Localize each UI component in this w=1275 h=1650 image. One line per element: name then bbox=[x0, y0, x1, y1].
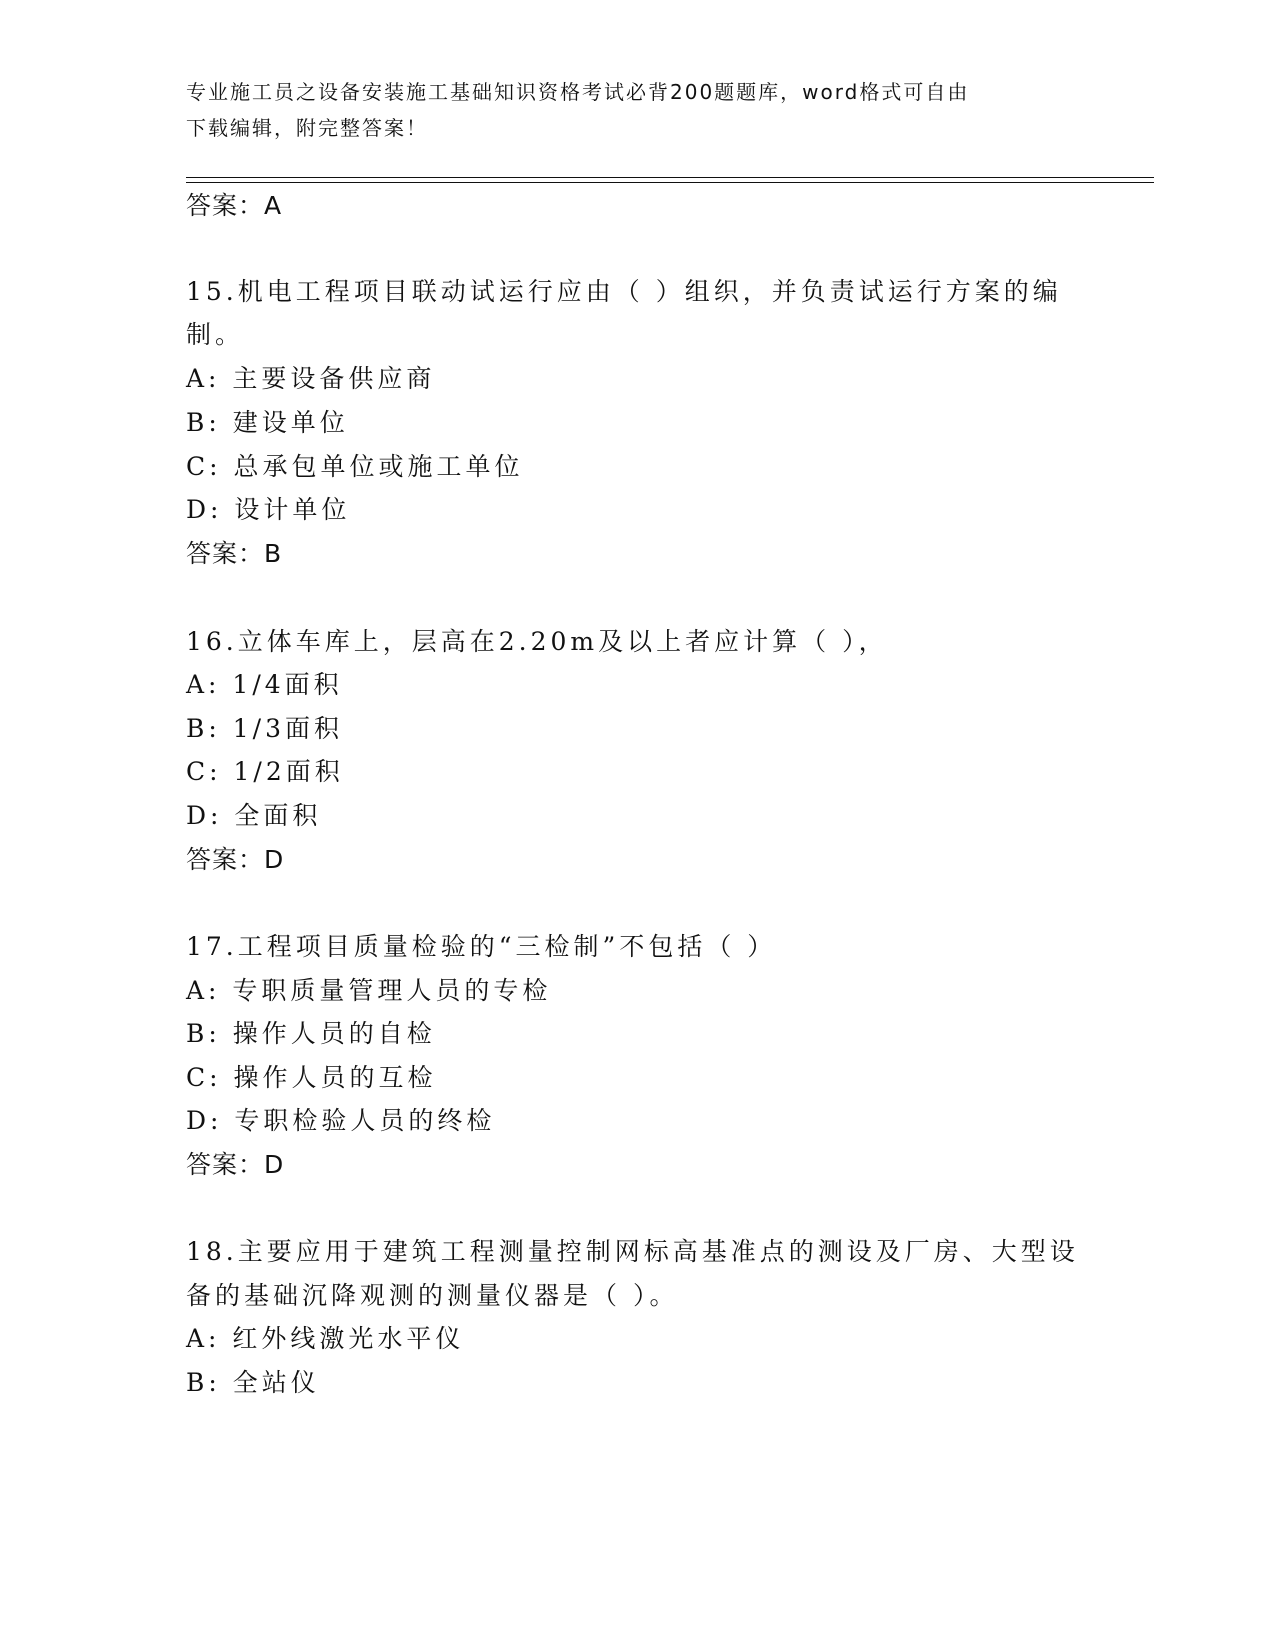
question-18-option-b: B: 全站仪 bbox=[186, 1368, 320, 1397]
header-divider-bottom bbox=[186, 182, 1154, 183]
question-16-option-d: D: 全面积 bbox=[186, 801, 322, 830]
question-15-option-d: D: 设计单位 bbox=[186, 495, 351, 524]
question-17-option-d: D: 专职检验人员的终检 bbox=[186, 1106, 496, 1135]
question-17-option-a: A: 专职质量管理人员的专检 bbox=[186, 976, 552, 1005]
question-15-stem-line-2: 制。 bbox=[186, 320, 245, 349]
question-15-answer: 答案：B bbox=[186, 539, 283, 568]
header-title-line-2: 下载编辑，附完整答案！ bbox=[186, 116, 428, 140]
answer-line: 答案：A bbox=[186, 191, 283, 220]
question-18-stem-line-1: 18.主要应用于建筑工程测量控制网标高基准点的测设及厂房、大型设 bbox=[186, 1237, 1079, 1266]
question-15-stem-line-1: 15.机电工程项目联动试运行应由（ ）组织，并负责试运行方案的编 bbox=[186, 277, 1062, 306]
question-16-option-c: C: 1/2面积 bbox=[186, 757, 344, 786]
question-16-option-a: A: 1/4面积 bbox=[186, 670, 343, 699]
question-15-option-b: B: 建设单位 bbox=[186, 408, 349, 437]
question-15-option-c: C: 总承包单位或施工单位 bbox=[186, 452, 524, 481]
header-divider-top bbox=[186, 177, 1154, 178]
header-title-line-1: 专业施工员之设备安装施工基础知识资格考试必背200题题库，word格式可自由 bbox=[186, 80, 970, 104]
document-header bbox=[186, 74, 1086, 146]
question-18-stem-line-2: 备的基础沉降观测的测量仪器是（ ）。 bbox=[186, 1281, 679, 1310]
question-17-option-b: B: 操作人员的自检 bbox=[186, 1019, 436, 1048]
question-18-option-a: A: 红外线激光水平仪 bbox=[186, 1324, 465, 1353]
question-15-option-a: A: 主要设备供应商 bbox=[186, 364, 436, 393]
question-17-answer: 答案：D bbox=[186, 1150, 285, 1179]
question-16-answer: 答案：D bbox=[186, 845, 285, 874]
question-16-option-b: B: 1/3面积 bbox=[186, 714, 343, 743]
question-17-stem: 17.工程项目质量检验的“三检制”不包括（ ） bbox=[186, 932, 777, 961]
question-16-stem: 16.立体车库上，层高在2.20m及以上者应计算（ ）， bbox=[186, 627, 888, 656]
question-17-option-c: C: 操作人员的互检 bbox=[186, 1063, 437, 1092]
